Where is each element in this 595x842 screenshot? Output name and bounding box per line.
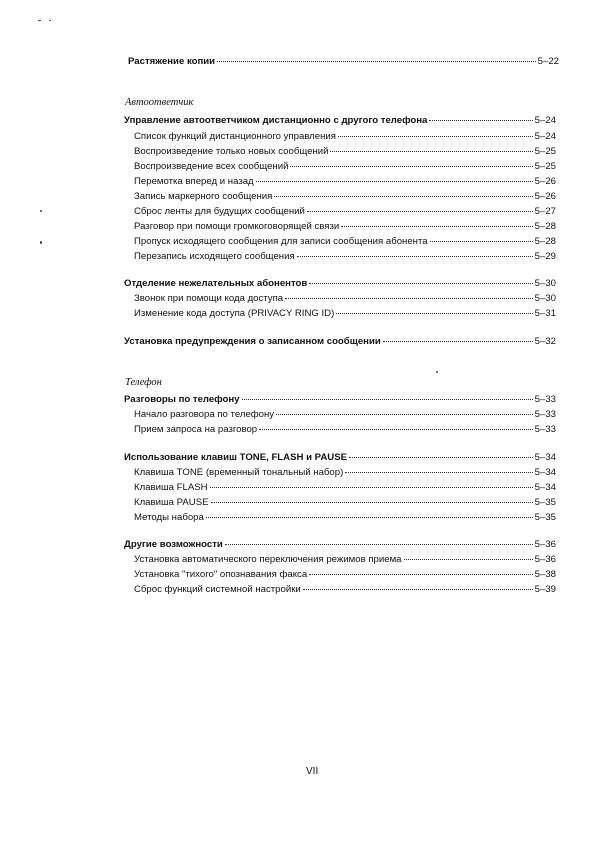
toc-entry-title: Клавиша FLASH [134,482,208,493]
toc-entry-title: Запись маркерного сообщения [134,191,273,202]
toc-entry-rewind-forward[interactable] [134,176,556,188]
toc-entry-title: Сброс ленты для будущих сообщений [134,206,305,217]
toc-entry-page: 5–31 [534,308,556,319]
toc-entry-reset-tape[interactable] [134,206,556,218]
toc-leader-dots [307,211,533,212]
toc-entry-title: Пропуск исходящего сообщения для записи сообщения абонента [134,236,428,247]
toc-entry-page: 5–28 [534,236,556,247]
toc-entry-remote-control[interactable] [124,115,556,127]
toc-entry-other-features[interactable] [124,539,556,551]
toc-entry-title: Клавиша TONE (временный тональный набор) [134,467,344,478]
toc-entry-page: 5–24 [534,115,556,126]
toc-entry-title: Перезапись исходящего сообщения [134,251,295,262]
toc-entry-page: 5–34 [534,452,556,463]
toc-entry-title: Воспроизведение всех сообщений [134,161,289,172]
toc-entry-page: 5–35 [534,497,556,508]
toc-leader-dots [303,589,533,590]
scan-speck [49,20,51,21]
toc-leader-dots [285,298,533,299]
toc-entry-title: Звонок при помощи кода доступа [134,293,284,304]
toc-leader-dots [430,241,533,242]
toc-leader-dots [259,429,533,430]
toc-entry-tone-key[interactable] [134,467,556,479]
toc-entry-skip-outgoing[interactable] [134,236,556,248]
toc-entry-access-code-call[interactable] [134,293,556,305]
toc-entry-tone-flash-pause-keys[interactable] [124,452,556,464]
toc-leader-dots [256,181,533,182]
toc-leader-dots [206,517,533,518]
toc-entry-page: 5–34 [534,467,556,478]
toc-entry-title: Начало разговора по телефону [134,409,275,420]
toc-leader-dots [338,136,533,137]
toc-leader-dots [276,414,533,415]
toc-leader-dots [297,256,533,257]
toc-entry-page: 5–33 [534,424,556,435]
toc-entry-change-access-code[interactable] [134,308,556,320]
toc-entry-title: Использование клавиш TONE, FLASH и PAUSE [124,452,347,463]
toc-entry-title: Методы набора [134,512,204,523]
toc-entry-reset-system-setup[interactable] [134,584,556,596]
toc-entry-dialing-methods[interactable] [134,512,556,524]
toc-entry-title: Разговор при помощи громкоговорящей связи [134,221,340,232]
toc-entry-title: Установка автоматического переключения режимов приема [134,554,402,565]
footer-page-number: VII [306,766,319,777]
toc-entry-page: 5–32 [534,336,556,347]
toc-leader-dots [242,399,533,400]
toc-entry-page: 5–22 [537,56,559,67]
toc-entry-page: 5–36 [534,539,556,550]
toc-entry-remote-function-list[interactable] [134,131,556,143]
toc-entry-title: Перемотка вперед и назад [134,176,254,187]
scan-speck [436,371,438,373]
toc-entry-page: 5–34 [534,482,556,493]
toc-entry-title: Другие возможности [124,539,223,550]
toc-leader-dots [345,472,532,473]
toc-entry-marker-message[interactable] [134,191,556,203]
toc-entry-page: 5–27 [534,206,556,217]
toc-entry-rerecord-outgoing[interactable] [134,251,556,263]
toc-entry-page: 5–30 [534,293,556,304]
toc-entry-title: Разговоры по телефону [124,394,240,405]
toc-leader-dots [429,120,532,121]
scan-speck [38,20,41,21]
toc-leader-dots [225,544,533,545]
toc-leader-dots [309,574,532,575]
toc-entry-page: 5–39 [534,584,556,595]
toc-leader-dots [349,457,533,458]
toc-leader-dots [336,313,532,314]
toc-entry-play-all-messages[interactable] [134,161,556,173]
toc-entry-receive-call-request[interactable] [134,424,556,436]
toc-leader-dots [217,61,536,62]
toc-entry-flash-key[interactable] [134,482,556,494]
toc-entry-pause-key[interactable] [134,497,556,509]
toc-entry-page: 5–33 [534,409,556,420]
toc-entry-page: 5–26 [534,176,556,187]
toc-entry-silent-fax-detect[interactable] [134,569,556,581]
toc-entry-call-screening[interactable] [124,278,556,290]
toc-entry-page: 5–33 [534,394,556,405]
toc-entry-title: Растяжение копии [128,56,216,67]
toc-entry-page: 5–28 [534,221,556,232]
toc-leader-dots [383,341,533,342]
toc-entry-title: Воспроизведение только новых сообщений [134,146,329,157]
toc-entry-page: 5–29 [534,251,556,262]
toc-leader-dots [210,487,533,488]
toc-entry-title: Прием запроса на разговор [134,424,258,435]
toc-entry-page: 5–24 [534,131,556,142]
toc-entry-page: 5–36 [534,554,556,565]
toc-entry-phone-calls[interactable] [124,394,556,406]
toc-entry-title: Список функций дистанционного управления [134,131,336,142]
toc-entry-page: 5–25 [534,161,556,172]
toc-entry-title: Клавиша PAUSE [134,497,209,508]
toc-leader-dots [211,502,533,503]
toc-entry-speakerphone[interactable] [134,221,556,233]
toc-leader-dots [309,283,532,284]
toc-entry-auto-receive-mode[interactable] [134,554,556,566]
toc-entry-title: Отделение нежелательных абонентов [124,278,308,289]
scan-speck [40,241,42,244]
toc-entry-title: Управление автоответчиком дистанционно с другого телефона [124,115,428,126]
toc-leader-dots [341,226,532,227]
toc-entry-page: 5–38 [534,569,556,580]
toc-leader-dots [290,166,532,167]
toc-leader-dots [404,559,533,560]
toc-entry-title: Установка "тихого" опознавания факса [134,569,308,580]
toc-entry-title: Сброс функций системной настройки [134,584,301,595]
toc-entry-message-alert[interactable] [124,336,556,348]
toc-entry-page: 5–25 [534,146,556,157]
toc-entry-play-new-messages[interactable] [134,146,556,158]
toc-entry-copy-stretch[interactable] [128,56,559,68]
toc-entry-page: 5–30 [534,278,556,289]
toc-leader-dots [330,151,532,152]
scan-speck [40,210,42,212]
toc-entry-page: 5–26 [534,191,556,202]
toc-entry-title: Изменение кода доступа (PRIVACY RING ID) [134,308,335,319]
toc-leader-dots [274,196,532,197]
toc-entry-start-call[interactable] [134,409,556,421]
toc-entry-title: Установка предупреждения о записанном сообщении [124,336,381,347]
section-heading-answering-machine: Автоответчик [125,97,194,108]
section-heading-telephone: Телефон [125,377,162,388]
toc-entry-page: 5–35 [534,512,556,523]
